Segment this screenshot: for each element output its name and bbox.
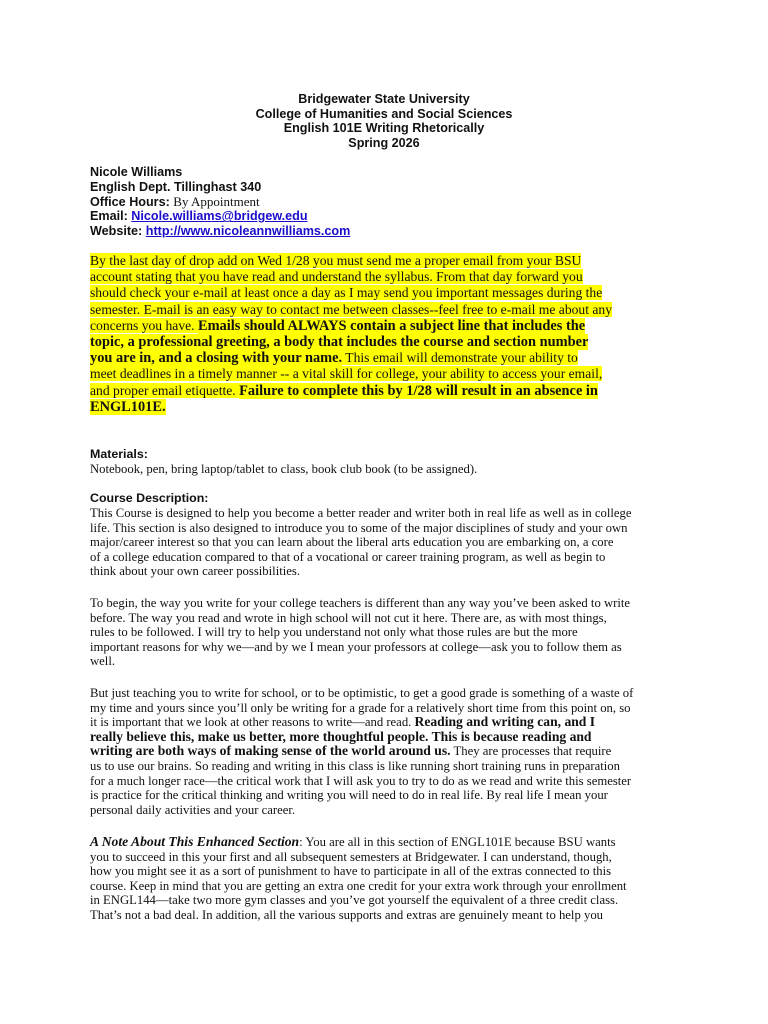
office-hours-label: Office Hours: (90, 194, 170, 209)
instructor-name: Nicole Williams (90, 165, 183, 179)
office-hours-row (90, 195, 690, 210)
notice-line: and proper email etiquette. (90, 382, 240, 398)
email-requirement-notice (90, 253, 682, 415)
materials-line: Notebook, pen, bring laptop/tablet to class, book club book (to be assigned). (90, 462, 478, 476)
notice-emphasis: Emails should ALWAYS contain a subject line that includes the (197, 317, 586, 334)
paragraph-line: This Course is designed to help you become a better reader and writer both in real life as well as in college (90, 506, 632, 520)
paragraph-line: how you might see it as a sort of punishment to have to participate in all of the extras connected to this (90, 864, 612, 879)
paragraph-line: major/career interest so that you can learn about the liberal arts education you are embarking on, a core (90, 535, 614, 550)
website-link[interactable]: http://www.nicoleannwilliams.com (145, 224, 351, 239)
notice-emphasis: Failure to complete this by 1/28 will result in an absence in (239, 382, 598, 399)
notice-line: concerns you have. (90, 317, 198, 333)
materials-text (90, 462, 680, 477)
term: Spring 2026 (348, 135, 420, 150)
paragraph-text: They are processes that require (450, 744, 612, 759)
paragraph-line: in ENGL144—take two more gym classes and you’ve got yourself the equivalent of a three credit class. (90, 893, 619, 908)
course-description-paragraph-2 (90, 596, 680, 669)
paragraph-line: But just teaching you to write for school, or to be optimistic, to get a good grade is something of a waste of (90, 686, 634, 700)
paragraph-line: important reasons for why we—and by we I mean your professors at college—ask you to follow them as (90, 639, 622, 654)
paragraph-line: well. (90, 654, 116, 669)
course-description-paragraph-1 (90, 506, 680, 579)
notice-line: meet deadlines in a timely manner -- a vital skill for college, your ability to access your email, (90, 366, 603, 382)
paragraph-emphasis: really believe this, make us better, more thoughtful people. This is because reading and (90, 728, 592, 744)
enhanced-note-title: A Note About This Enhanced Section (90, 834, 300, 849)
course-title: English 101E Writing Rhetorically (283, 121, 485, 135)
paragraph-line: you to succeed in this your first and all subsequent semesters at Bridgewater. I can understand, though, (90, 849, 612, 864)
notice-line: account stating that you have read and understand the syllabus. From that day forward you (90, 269, 583, 285)
notice-emphasis: topic, a professional greeting, a body that includes the course and section number (90, 334, 589, 351)
paragraph-line: think about your own career possibilities. (90, 564, 301, 579)
paragraph-line: rules to be followed. I will try to help you understand not only what those rules are but the more (90, 625, 578, 640)
paragraph-text: it is important that we look at other reasons to write—and read. (90, 715, 415, 730)
paragraph-line: us to use our brains. So reading and writing in this class is like running short training runs in preparation (90, 758, 620, 773)
paragraph-emphasis: Reading and writing can, and I (414, 714, 596, 730)
course-description-paragraph-3 (90, 686, 680, 817)
notice-line: By the last day of drop add on Wed 1/28 you must send me a proper email from your BSU (90, 253, 582, 268)
course-description-heading: Course Description: (90, 491, 209, 505)
paragraph-line: To begin, the way you write for your college teachers is different than any way you’ve been asked to write (90, 596, 631, 610)
university-name: Bridgewater State University (298, 92, 470, 106)
office-hours-value: By Appointment (173, 193, 260, 209)
notice-emphasis: you are in, and a closing with your name. (90, 350, 343, 367)
enhanced-section-note (90, 835, 680, 923)
email-link[interactable]: Nicole.williams@bridgew.edu (131, 209, 308, 224)
college-name: College of Humanities and Social Sciences (255, 106, 513, 121)
instructor-office: English Dept. Tillinghast 340 (90, 179, 262, 194)
paragraph-line: course. Keep in mind that you are getting an extra one credit for your extra work through your enrollment (90, 878, 627, 893)
paragraph-text: : You are all in this section of ENGL101E because BSU wants (299, 835, 616, 849)
notice-line: semester. E-mail is an easy way to contact me between classes--feel free to e-mail me about any (90, 301, 613, 317)
paragraph-line: personal daily activities and your career. (90, 802, 296, 817)
email-label: Email: (90, 209, 128, 224)
notice-emphasis: ENGL101E. (90, 398, 166, 415)
paragraph-line: for a much longer race—the critical work that I will ask you to try to do as we read and write this semester (90, 773, 632, 788)
website-row (90, 224, 690, 239)
notice-line: should check your e-mail at least once a day as I may send you important messages during the (90, 285, 603, 301)
paragraph-line: life. This section is also designed to introduce you to some of the major disciplines of study and your own (90, 520, 628, 535)
materials-heading: Materials: (90, 447, 148, 461)
instructor-contact (90, 165, 690, 239)
syllabus-header (90, 92, 678, 150)
website-label: Website: (90, 224, 143, 239)
paragraph-line: my time and yours since you’ll only be writing for a grade for a relatively short time from this point on, so (90, 700, 631, 715)
paragraph-line: of a college education compared to that of a vocational or career training program, as well as begin to (90, 549, 606, 564)
paragraph-line: before. The way you read and wrote in high school will not cut it here. There are, as with most things, (90, 610, 607, 625)
paragraph-line: That’s not a bad deal. In addition, all the various supports and extras are genuinely meant to help you (90, 907, 604, 922)
email-row (90, 209, 690, 224)
paragraph-line: is practice for the critical thinking and writing you will need to do in real life. By real life I mean your (90, 788, 608, 803)
notice-line: This email will demonstrate your ability to (342, 350, 578, 366)
paragraph-emphasis: writing are both ways of making sense of the world around us. (90, 743, 451, 759)
